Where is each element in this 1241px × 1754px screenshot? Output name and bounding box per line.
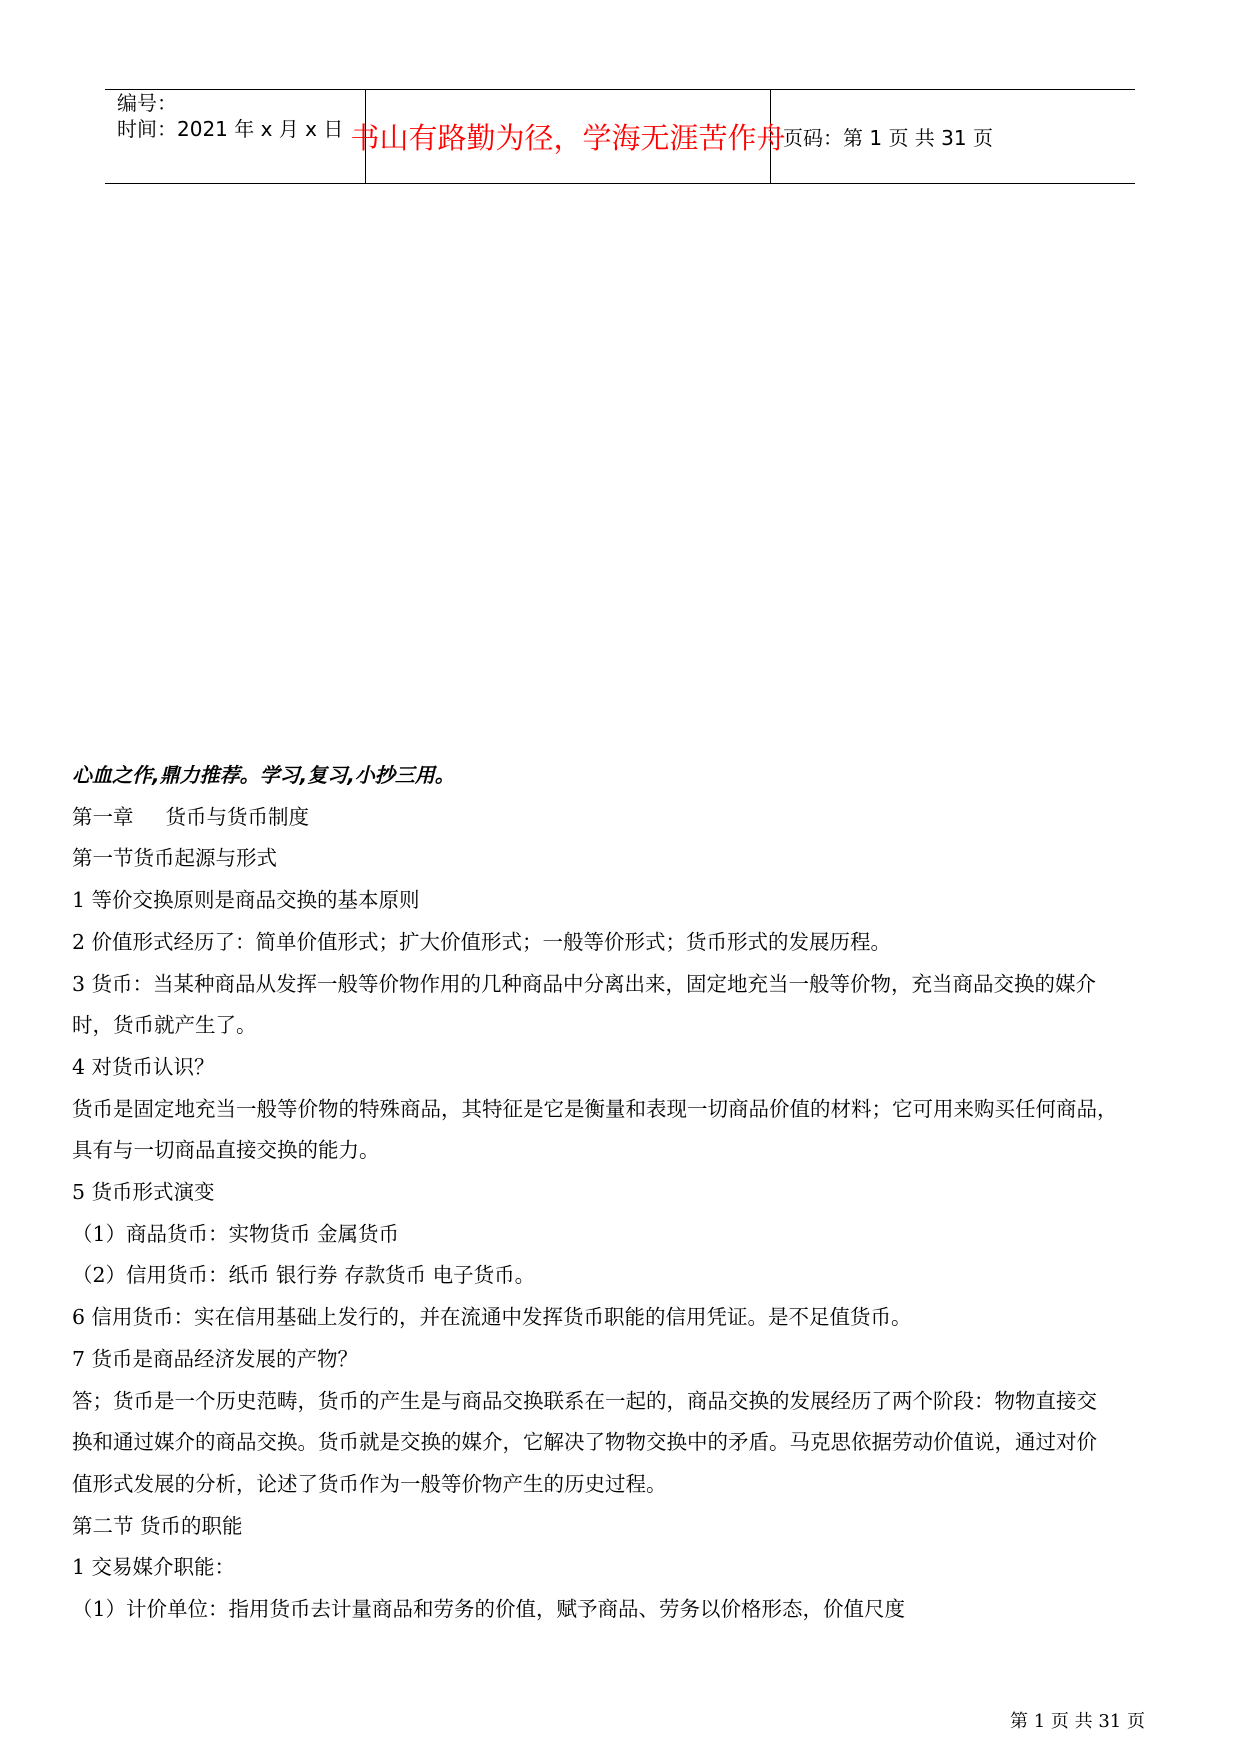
- body-line: 7 货币是商品经济发展的产物？: [72, 1346, 359, 1371]
- chapter-heading: [72, 797, 1192, 839]
- body-line: 值形式发展的分析，论述了货币作为一般等价物产生的历史过程。: [72, 1471, 667, 1496]
- body-line: 3 货币：当某种商品从发挥一般等价物作用的几种商品中分离出来，固定地充当一般等价物，充当商品交换的媒介: [72, 971, 1097, 996]
- time-label: 时间：2021 年 x 月 x 日: [117, 117, 344, 141]
- document-header: [105, 89, 1135, 184]
- body-line: （1）商品货币：实物货币 金属货币: [72, 1221, 400, 1246]
- body-line: 第一节货币起源与形式: [72, 846, 277, 871]
- header-motto-cell: [350, 90, 786, 183]
- body-lines: [72, 838, 1192, 1630]
- header-page-info: 页码：第 1 页 共 31 页: [783, 126, 993, 150]
- page-footer: 第 1 页 共 31 页: [1010, 1711, 1145, 1732]
- chapter-title: 货币与货币制度: [165, 804, 309, 829]
- body-line: 4 对货币认识？: [72, 1054, 215, 1079]
- body-line: 5 货币形式演变: [72, 1180, 215, 1205]
- motto-text: 书山有路勤为径，学海无涯苦作舟: [350, 121, 786, 155]
- body-line: 换和通过媒介的商品交换。货币就是交换的媒介，它解决了物物交换中的矛盾。马克思依据劳动价值说，通过对价: [72, 1430, 1097, 1455]
- document-body: [72, 755, 1192, 1631]
- body-line: 1 等价交换原则是商品交换的基本原则: [72, 888, 420, 913]
- chapter-prefix: 第一章: [72, 804, 134, 829]
- body-line: （1）计价单位：指用货币去计量商品和劳务的价值，赋予商品、劳务以价格形态，价值尺度: [72, 1597, 906, 1622]
- body-line: 1 交易媒介职能：: [72, 1555, 236, 1580]
- header-left-cell: [105, 90, 365, 183]
- body-line: 时，货币就产生了。: [72, 1013, 257, 1038]
- body-line: （2）信用货币：纸币 银行券 存款货币 电子货币。: [72, 1263, 536, 1288]
- intro-line: 心血之作,鼎力推荐。学习,复习,小抄三用。: [72, 763, 455, 787]
- body-line: 6 信用货币：实在信用基础上发行的，并在流通中发挥货币职能的信用凭证。是不足值货币。: [72, 1305, 912, 1330]
- body-line: 答；货币是一个历史范畴，货币的产生是与商品交换联系在一起的，商品交换的发展经历了两个阶段：物物直接交: [72, 1388, 1097, 1413]
- number-label: 编号：: [117, 91, 177, 115]
- body-line: 货币是固定地充当一般等价物的特殊商品，其特征是它是衡量和表现一切商品价值的材料；它可用来购买任何商品，: [72, 1096, 1118, 1121]
- body-line: 第二节 货币的职能: [72, 1513, 243, 1538]
- body-line: 2 价值形式经历了：简单价值形式；扩大价值形式；一般等价形式；货币形式的发展历程。: [72, 929, 892, 954]
- body-line: 具有与一切商品直接交换的能力。: [72, 1138, 380, 1163]
